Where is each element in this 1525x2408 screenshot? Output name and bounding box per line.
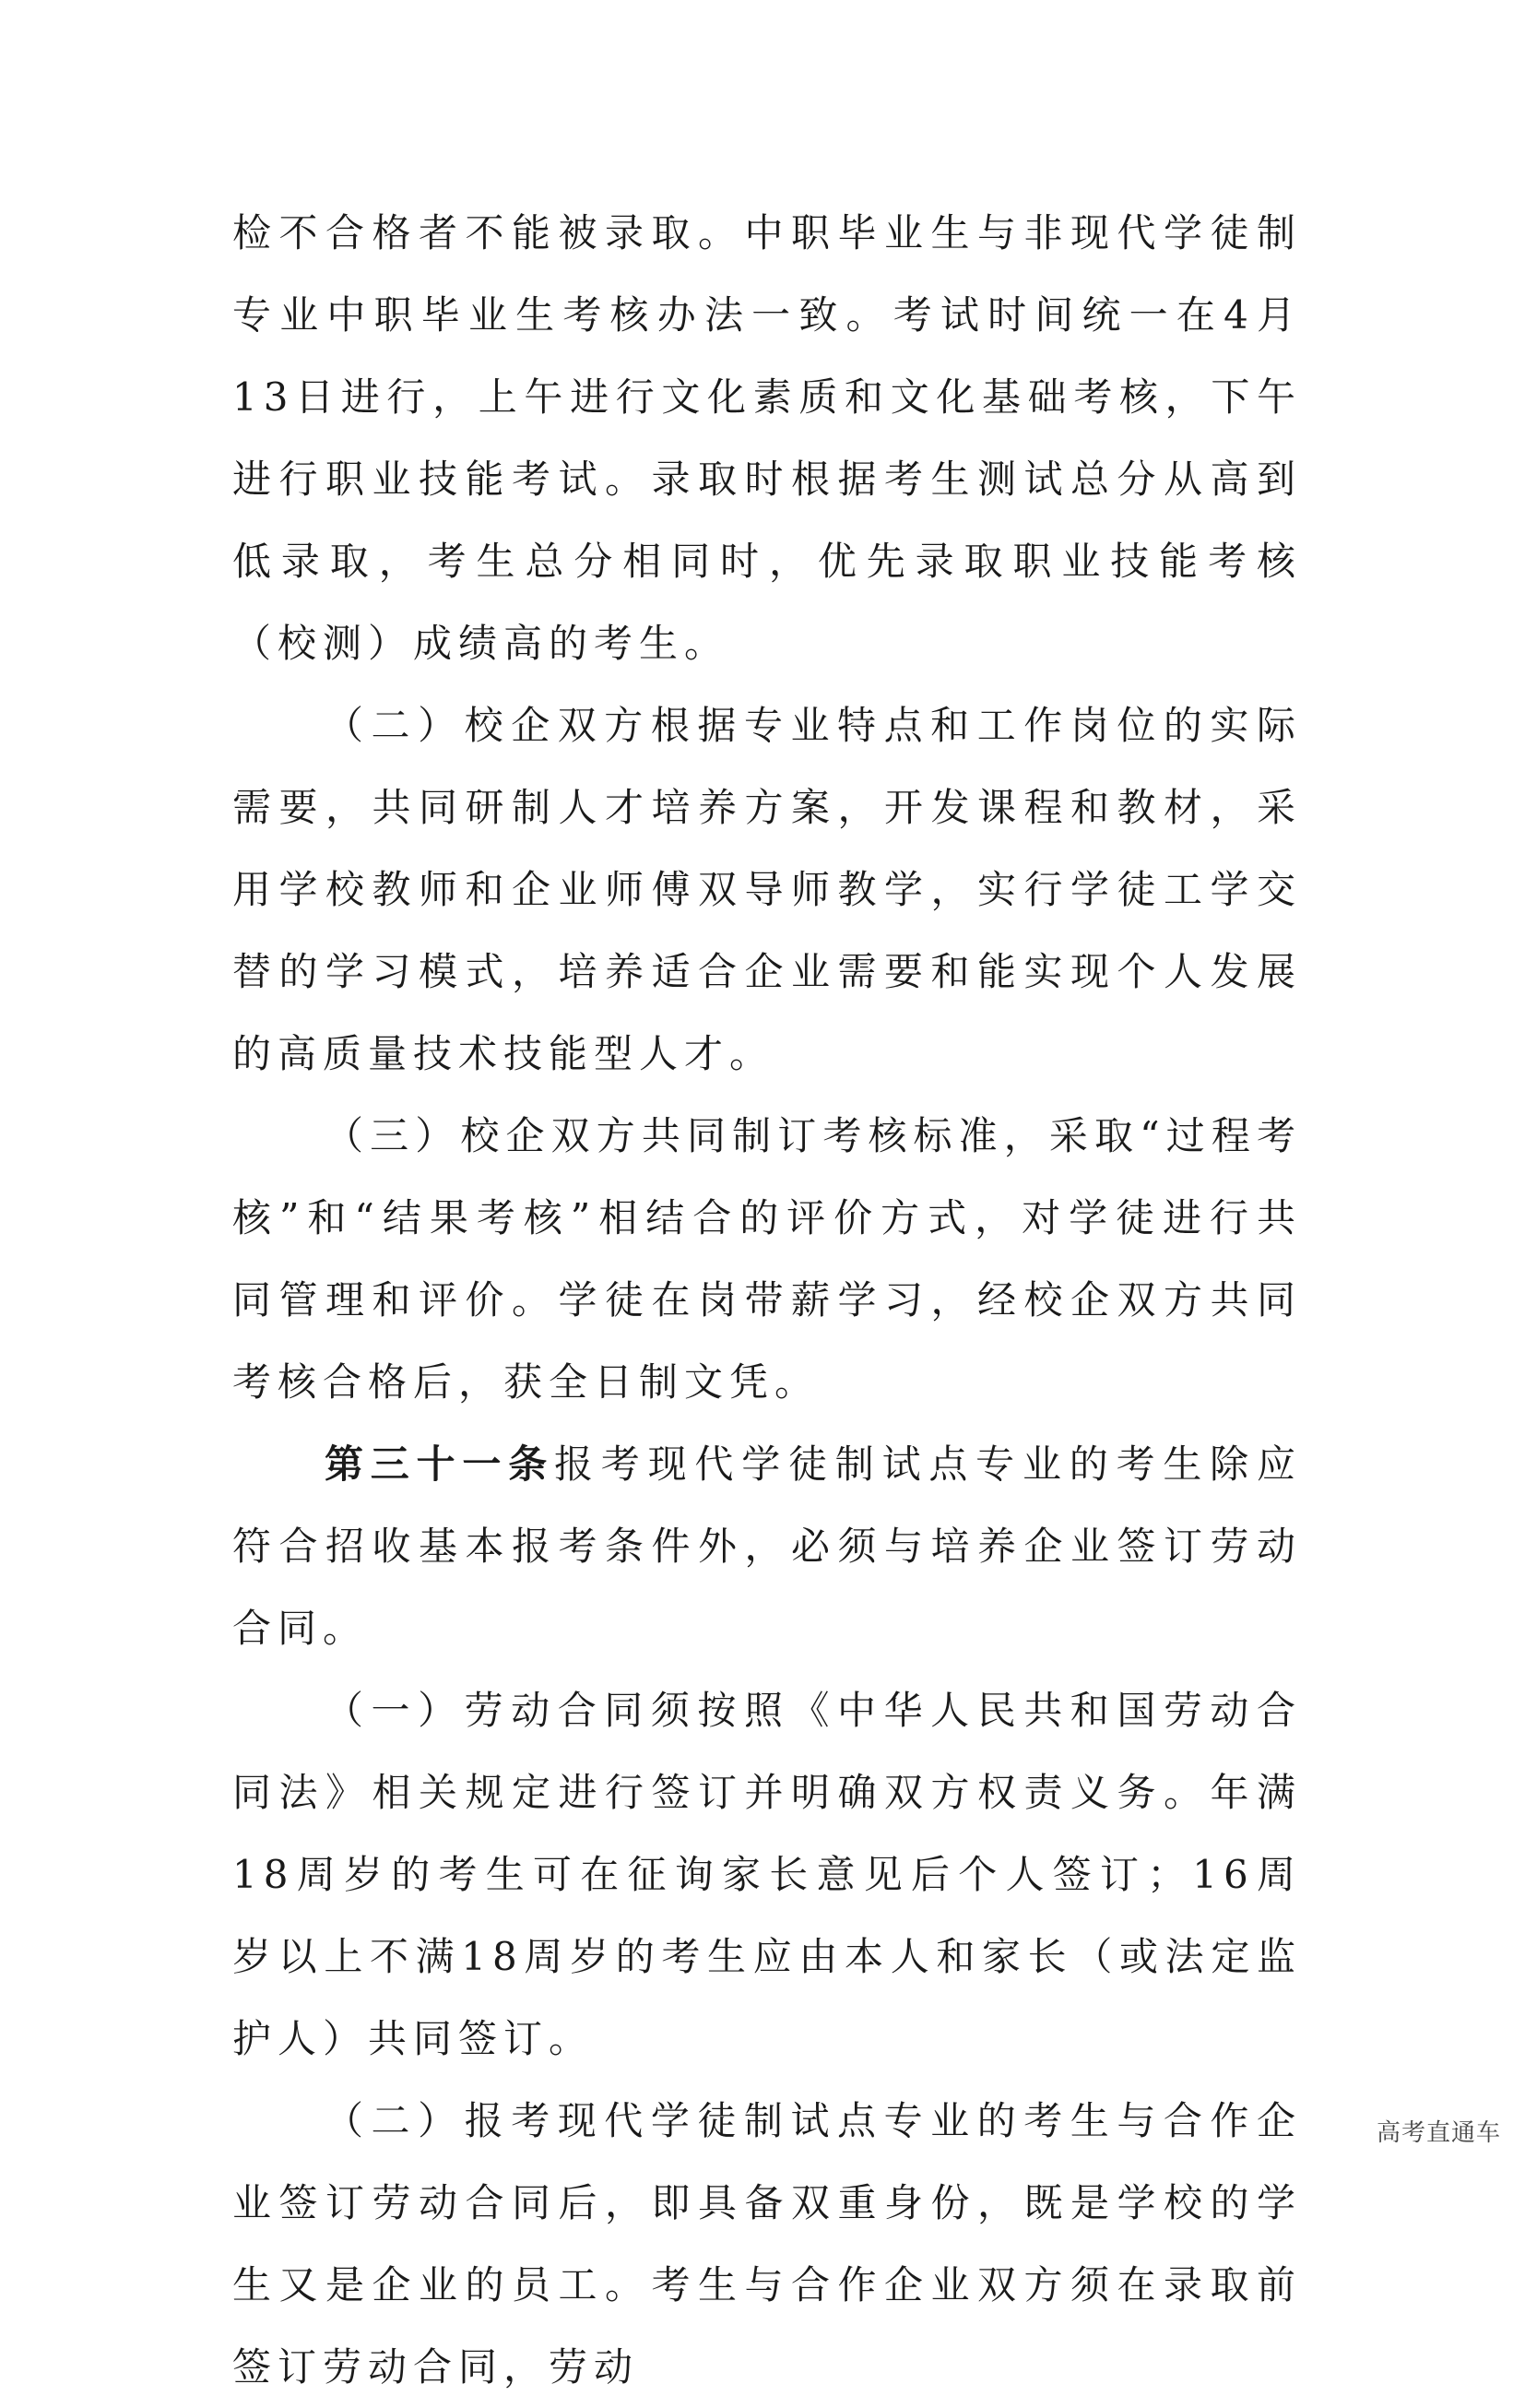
article-31-text: 报考现代学徒制试点专业的考生除应符合招收基本报考条件外，必须与培养企业签订劳动合同。 — [232, 1441, 1302, 1651]
paragraph-item-2: （二）校企双方根据专业特点和工作岗位的实际需要，共同研制人才培养方案，开发课程和教材，采用学校教师和企业师傅双导师教学，实行学徒工学交替的学习模式，培养适合企业需要和能实现个人发展的高质量技术技能型人才。 — [232, 703, 1302, 1076]
paragraph-item-3: （三）校企双方共同制订考核标准，采取“过程考核”和“结果考核”相结合的评价方式，对学徒进行共同管理和评价。学徒在岗带薪学习，经校企双方共同考核合格后，获全日制文凭。 — [232, 1113, 1302, 1405]
paragraph-article-31-item-2: （二）报考现代学徒制试点专业的考生与合作企业签订劳动合同后，即具备双重身份，既是学校的学生又是企业的员工。考生与合作企业双方须在录取前签订劳动合同，劳动 — [232, 2098, 1302, 2390]
watermark-text: 高考直通车 — [1376, 2119, 1501, 2147]
paragraph-article-31 — [232, 1423, 1302, 1669]
article-number: 第三十一条 — [325, 1441, 554, 1487]
document-body — [232, 192, 1302, 2408]
paragraph-continuation: 检不合格者不能被录取。中职毕业生与非现代学徒制专业中职毕业生考核办法一致。考试时间统一在4月13日进行，上午进行文化素质和文化基础考核，下午进行职业技能考试。录取时根据考生测试总分从高到低录取，考生总分相同时，优先录取职业技能考核（校测）成绩高的考生。 — [232, 210, 1302, 666]
paragraph-article-31-item-1: （一）劳动合同须按照《中华人民共和国劳动合同法》相关规定进行签订并明确双方权责义务。年满18周岁的考生可在征询家长意见后个人签订；16周岁以上不满18周岁的考生应由本人和家长（或法定监护人）共同签订。 — [232, 1688, 1302, 2061]
